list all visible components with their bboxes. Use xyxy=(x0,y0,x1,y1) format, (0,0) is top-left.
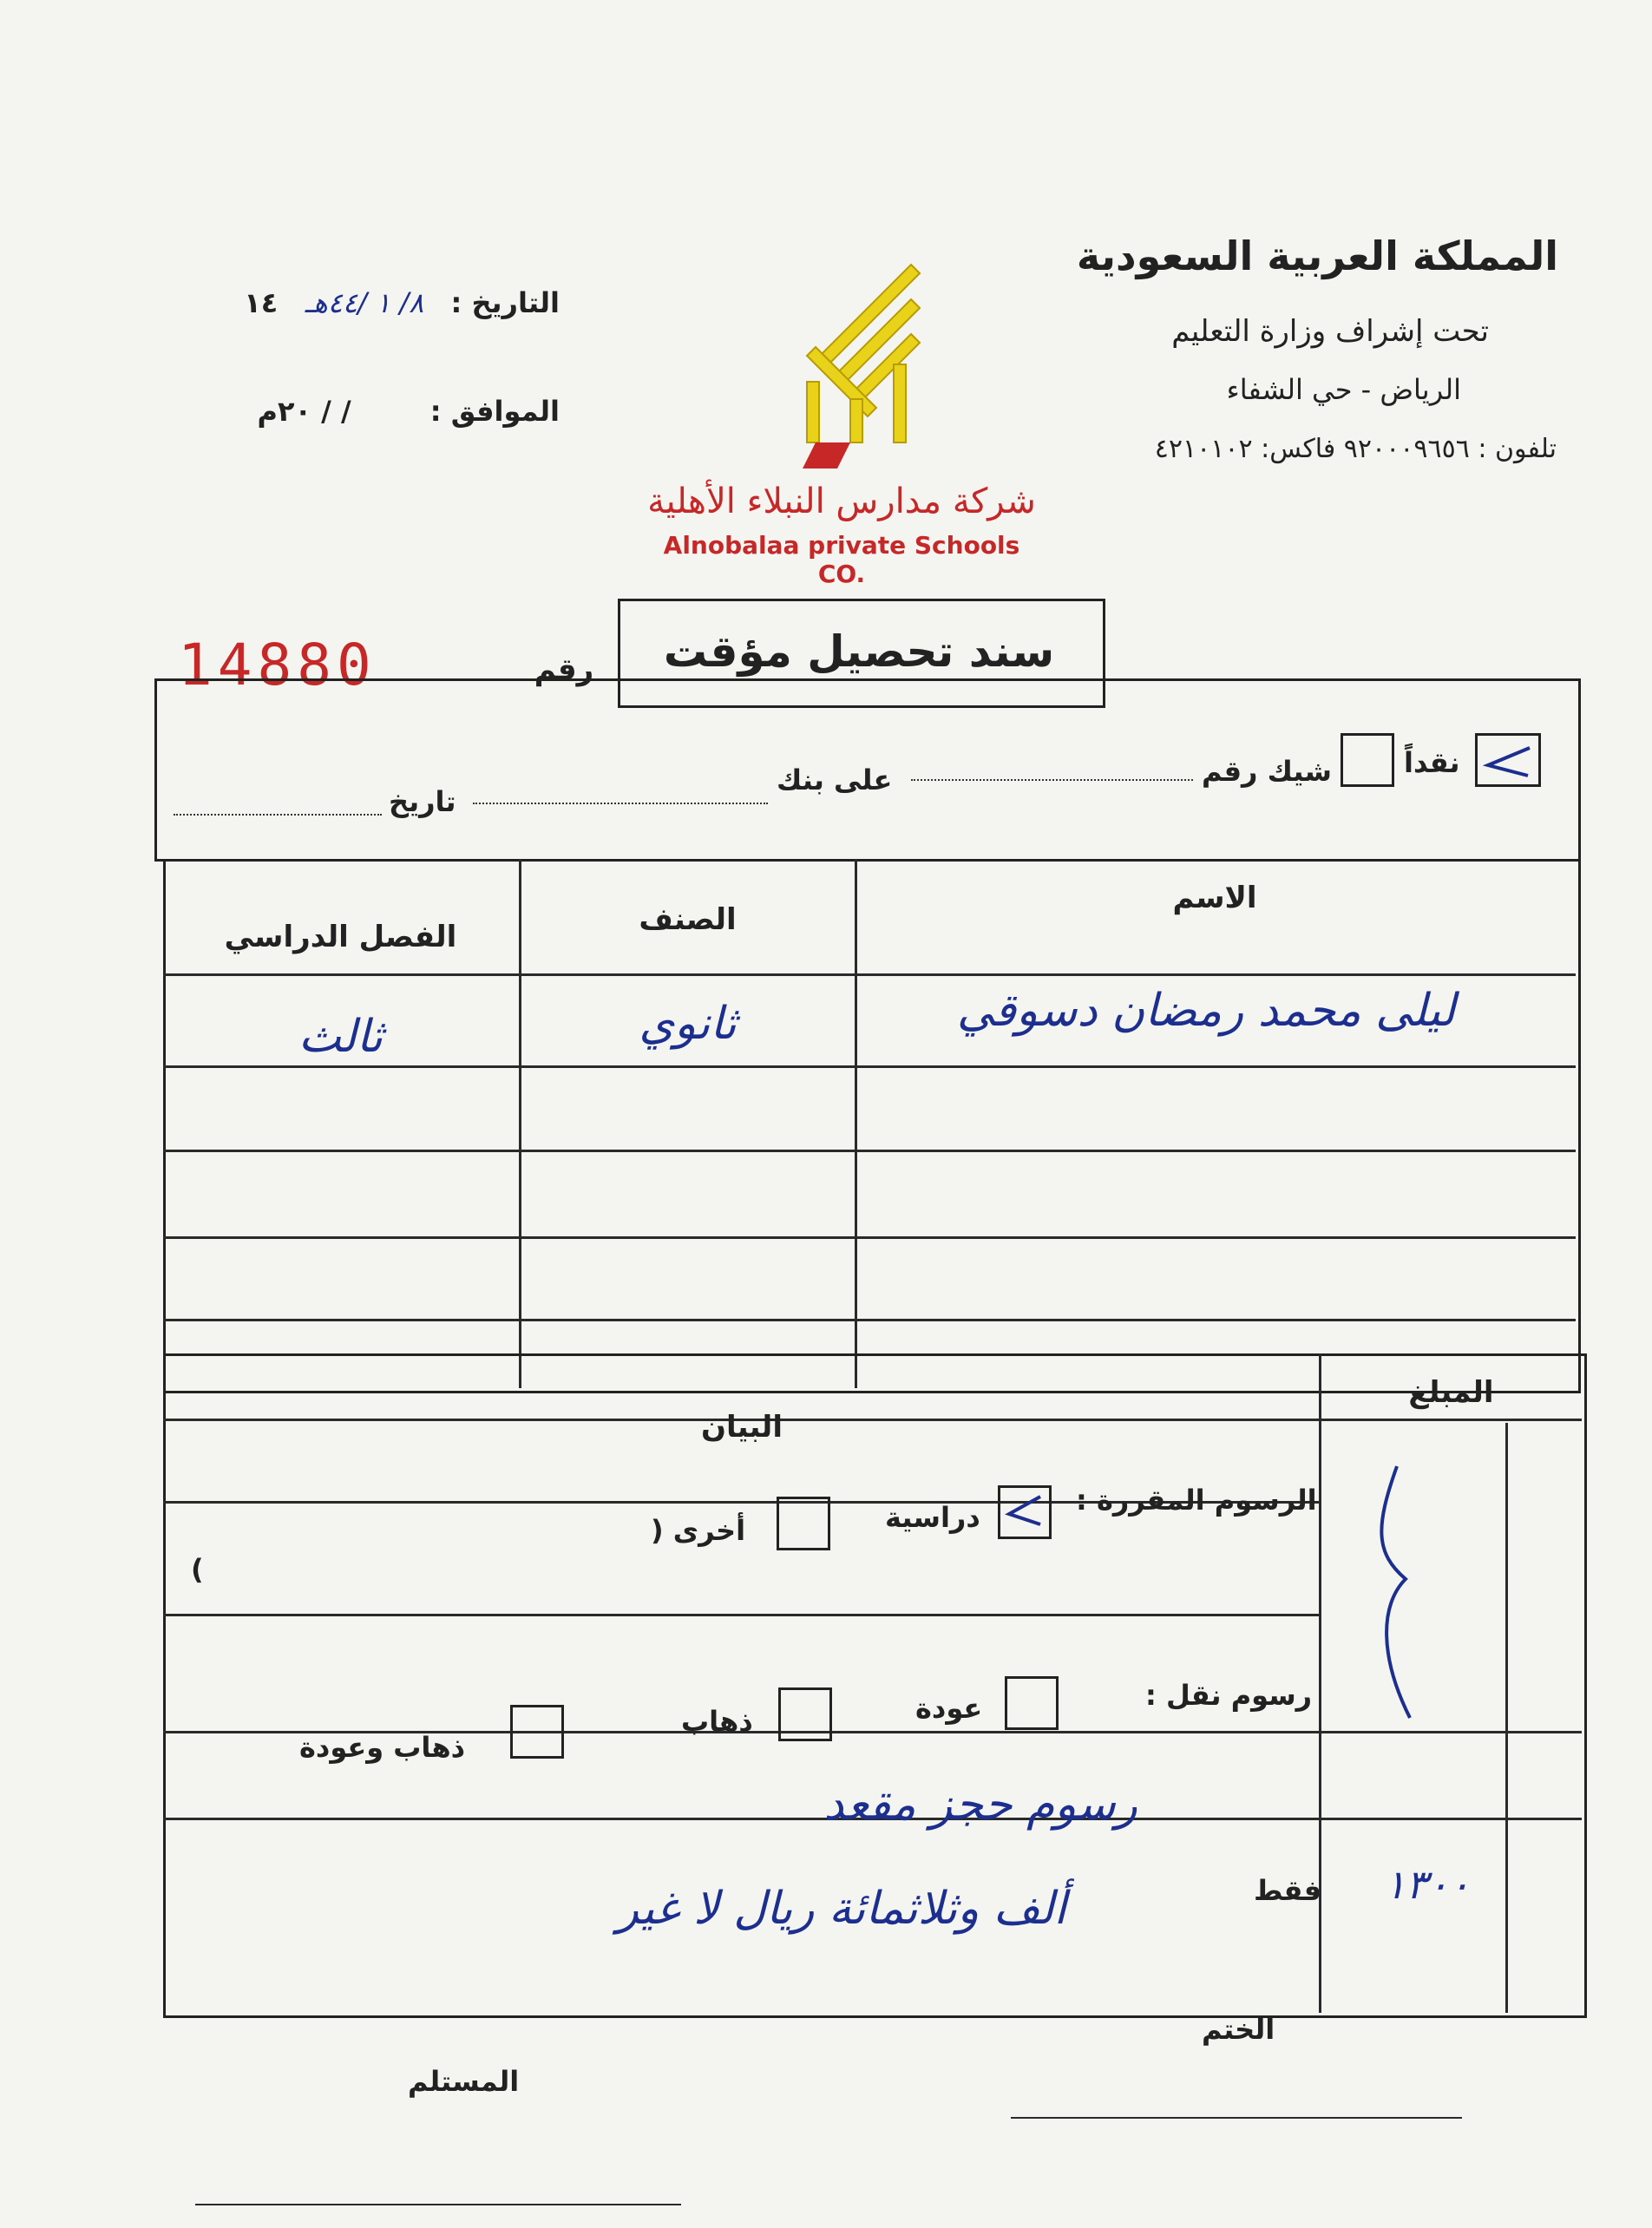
ministry-line: تحت إشراف وزارة التعليم xyxy=(1171,314,1489,349)
other-close-paren: ) xyxy=(191,1553,204,1586)
other-label: أخرى ( xyxy=(651,1514,746,1547)
logo-name-ar: شركة مدارس النبلاء الأهلية xyxy=(647,482,1036,521)
kingdom-title: المملكة العربية السعودية xyxy=(1076,233,1558,279)
receipt-number-label: رقم xyxy=(534,652,594,687)
col-header-grade: الصنف xyxy=(639,902,737,937)
going-checkbox[interactable] xyxy=(778,1687,832,1741)
receiver-label: المستلم xyxy=(408,2065,520,2098)
going-label: ذهاب xyxy=(681,1705,753,1738)
date-row xyxy=(152,286,560,319)
cheque-checkbox[interactable] xyxy=(1341,733,1394,787)
amount-value[interactable]: ١٣٠٠ xyxy=(1384,1861,1471,1908)
bracket-icon xyxy=(1371,1458,1475,1735)
amount-header: المبلغ xyxy=(1408,1375,1494,1410)
student-name[interactable]: ليلى محمد رمضان دسوقي xyxy=(956,985,1456,1037)
academic-checkbox[interactable] xyxy=(998,1485,1052,1539)
only-label: فقط xyxy=(1254,1874,1322,1907)
receipt-number: 14880 xyxy=(178,632,377,698)
stamp-line xyxy=(1011,2117,1462,2119)
col-header-class: الفصل الدراسي xyxy=(224,920,457,954)
receipt-title: سند تحصيل مؤقت xyxy=(663,626,1055,677)
bank-label: على بنك xyxy=(777,763,893,796)
logo-mark-icon xyxy=(790,260,928,486)
location-line: الرياض - حي الشفاء xyxy=(1226,373,1461,406)
payment-date-field[interactable] xyxy=(174,814,382,816)
cheque-number-field[interactable] xyxy=(911,779,1193,781)
school-logo xyxy=(790,260,928,486)
student-class[interactable]: ثالث xyxy=(298,1011,384,1063)
transport-label: رسوم نقل : xyxy=(1145,1679,1313,1712)
tuition-label: الرسوم المقررة : xyxy=(1076,1484,1317,1517)
roundtrip-checkbox[interactable] xyxy=(510,1705,564,1759)
col-header-name: الاسم xyxy=(1172,881,1257,915)
corresponding-label: الموافق : xyxy=(429,395,560,428)
payment-date-label: تاريخ xyxy=(389,785,456,818)
contact-line: تلفون : ٩٢٠٠٠٩٦٥٦ فاكس: ٤٢١٠١٠٢ xyxy=(1154,434,1557,464)
checkmark-icon xyxy=(1000,1488,1049,1537)
corresponding-row xyxy=(152,395,560,428)
receiver-line xyxy=(195,2204,681,2205)
cash-checkbox[interactable] xyxy=(1475,733,1541,787)
amount-in-words[interactable]: ألف وثلاثمائة ريال لا غير xyxy=(616,1883,1067,1935)
return-checkbox[interactable] xyxy=(1005,1676,1059,1730)
handwritten-note[interactable]: رسوم حجز مقعد xyxy=(823,1779,1137,1831)
amount-brace xyxy=(1371,1458,1475,1735)
other-checkbox[interactable] xyxy=(777,1497,830,1550)
date-label: التاريخ : xyxy=(450,286,560,319)
cash-label: نقداً xyxy=(1404,746,1460,779)
academic-label: دراسية xyxy=(885,1501,980,1534)
checkmark-icon xyxy=(1478,736,1538,784)
cheque-label: شيك رقم xyxy=(1202,755,1332,788)
corresponding-value: / / ٢٠م xyxy=(257,395,351,428)
date-year-prefix: ١٤ xyxy=(244,286,279,319)
roundtrip-label: ذهاب وعودة xyxy=(299,1731,466,1764)
date-value: ٨/ ١ /٤٤هـ xyxy=(305,286,424,319)
student-grade[interactable]: ثانوي xyxy=(639,998,737,1050)
logo-name-en: Alnobalaa private Schools CO. xyxy=(663,531,1020,588)
return-label: عودة xyxy=(915,1692,983,1725)
description-header: البيان xyxy=(701,1410,783,1445)
stamp-label: الختم xyxy=(1202,2013,1275,2046)
bank-name-field[interactable] xyxy=(473,803,768,804)
